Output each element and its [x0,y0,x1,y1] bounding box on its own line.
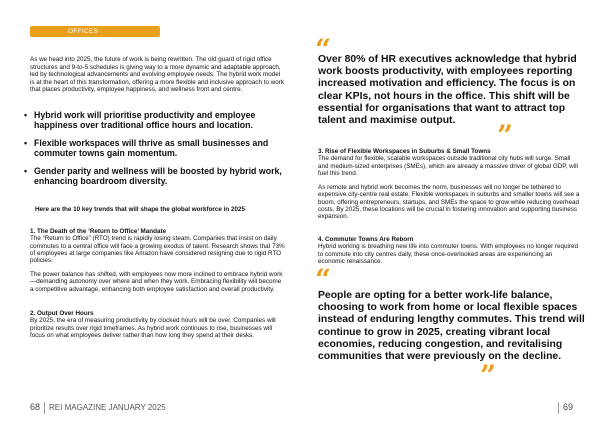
pull-quote-2 [315,263,587,392]
bullet-icon: • [24,166,28,176]
pull-quote-2-text: People are opting for a better work-life balance, choosing to work from home or local flexible spaces instead of enduring lengthy commutes. This trend will continue to grow in 2025, creating vibrant local economies, reducing congestion, and revitalising communities that were previously on the decline. [318,290,585,363]
section-1-paragraph: The “Return to Office” (RTO) trend is rapidly losing steam. Companies that insist on daily commutes to a central office will face a growing exodus of talent. Research shows that 73% of employees at large companies like Amazon have considered resigning due to rigid RTO policies. [30,235,285,265]
section-1-cont [30,271,285,293]
key-point: • Hybrid work will prioritise productivity and employee happiness over traditional office hours and location. [24,110,256,130]
section-tag: OFFICES [30,26,160,37]
section-3-title: 3. Rise of Flexible Workspaces in Suburbs & Small Towns [318,148,491,155]
section-2-paragraph: By 2025, the era of measuring productivity by clocked hours will be over. Companies will prioritize results over rigid timeframes. As hybrid work continues to rise, businesses will focus on what employees deliver rather than how long they spend at their desks. [30,317,276,339]
section-3 [318,148,580,177]
pull-quote-1-text: Over 80% of HR executives acknowledge that hybrid work boosts productivity, with employees reporting increased motivation and efficiency. The focus is on clear KPIs, not hours in the office. This shift will be essential for organisations that want to attract top talent and maximise output. [318,54,577,127]
close-quote-icon: ” [497,119,514,152]
close-quote-icon: ” [480,359,497,392]
open-quote-icon: “ [315,33,332,66]
page-number: 69 [563,402,574,413]
section-3-paragraph: The demand for flexible, scalable workspaces outside traditional city hubs will surge. Small and medium-sized enterprises (SMEs), which are already a massive driver of global GDP, will fuel this trend. [318,155,578,177]
page-number: 68 [30,402,41,413]
section-1-title: 1. The Death of the ‘Return to Office’ Mandate [30,228,167,235]
section-1 [30,228,285,264]
section-2-title: 2. Output Over Hours [30,310,94,317]
key-point: • Gender parity and wellness will be boosted by hybrid work, enhancing boardroom diversity. [24,166,282,186]
section-4-paragraph: Hybrid working is breathing new life into commuter towns. With employees no longer required to commute into city centres daily, these once-overlooked areas are experiencing an economic renaissance. [318,243,579,265]
intro-paragraph: As we head into 2025, the future of work is being rewritten. The old guard of rigid office structures and 9-to-5 schedules is giving way to a more dynamic and adaptable approach, led by technological advancements and evolving employee needs. The hybrid work model is at the heart of this transformation, offering a more flexible and inclusive approach to work that places productivity, employee happiness, and wellness front and centre. [30,56,284,94]
bullet-icon: • [24,138,28,148]
section-2 [30,310,285,339]
folio-divider [44,402,45,414]
right-folio [554,402,573,414]
left-folio [30,402,166,414]
right-page [300,0,600,424]
key-point: • Flexible workspaces will thrive as small businesses and commuter towns gain momentum. [24,138,269,158]
magazine-name: REI MAGAZINE JANUARY 2025 [49,403,166,413]
section-3-cont [318,184,580,220]
open-quote-icon: “ [315,263,332,296]
bullet-icon: • [24,110,28,120]
lead-in: Here are the 10 key trends that will shape the global workforce in 2025 [35,206,245,213]
folio-divider [558,402,559,414]
section-3-paragraph-2: As remote and hybrid work becomes the norm, businesses will no longer be tethered to expensive city-centre real estate. Flexible workspaces in suburbs and smaller towns will see a boom, offering entrepreneurs, startups, and SMEs the space to grow while reducing overhead costs. By 2025, these locations will be crucial in fostering innovation and supporting business expansion. [318,184,580,221]
section-1-paragraph-2: The power balance has shifted, with employees now more inclined to embrace hybrid work—demanding autonomy over where and when they work. Embracing flexibility will become a competitive advantage, enhancing both employee satisfaction and overall productivity. [30,271,283,293]
section-4-title: 4. Commuter Towns Are Reborn [318,236,414,243]
section-4 [318,236,580,265]
key-points-list [24,110,286,194]
